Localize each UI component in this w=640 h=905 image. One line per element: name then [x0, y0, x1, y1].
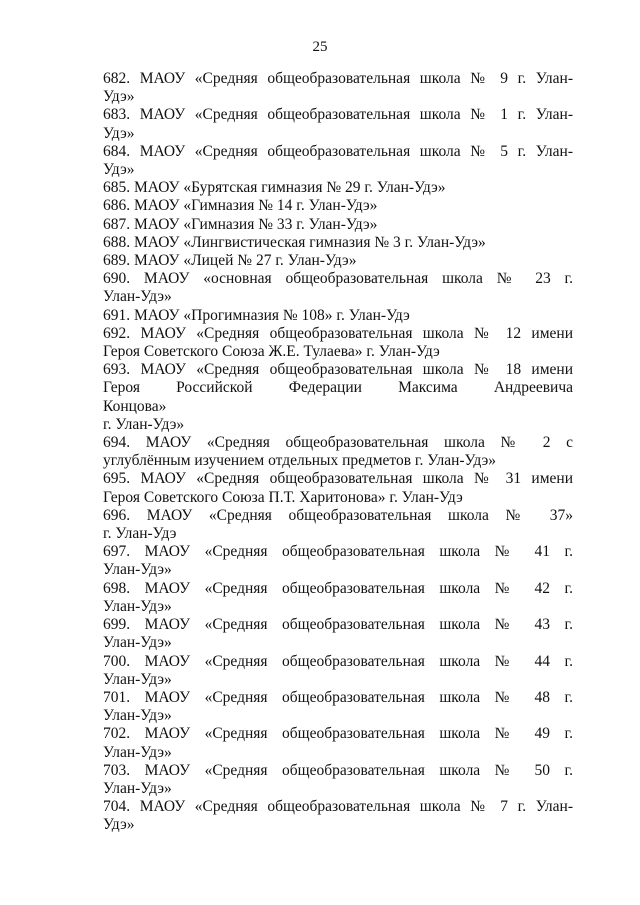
- list-item-line: углублённым изучением отдельных предметов г. Улан-Удэ»: [103, 452, 497, 470]
- list-item-line: Концова»: [103, 397, 167, 415]
- list-item: [103, 507, 573, 543]
- list-item: [103, 270, 573, 306]
- list-item: [103, 179, 573, 197]
- list-item-line: 683. МАОУ «Средняя общеобразовательная школа № 1 г. Улан-: [103, 106, 573, 124]
- list-item-line: 686. МАОУ «Гимназия № 14 г. Улан-Удэ»: [103, 197, 378, 215]
- list-item: [103, 307, 573, 325]
- list-item: [103, 543, 573, 579]
- list-item-line: Улан-Удэ»: [103, 743, 172, 761]
- list-item: [103, 234, 573, 252]
- list-item-line: Улан-Удэ»: [103, 707, 172, 725]
- list-item-line: 694. МАОУ «Средняя общеобразовательная школа № 2 с: [103, 434, 573, 452]
- list-item: [103, 580, 573, 616]
- list-item: [103, 106, 573, 142]
- list-item: [103, 689, 573, 725]
- list-item-line: Героя Российской Федерации Максима Андреевича: [103, 379, 573, 397]
- list-item: [103, 762, 573, 798]
- list-item-line: 685. МАОУ «Бурятская гимназия № 29 г. Улан-Удэ»: [103, 179, 446, 197]
- list-item: [103, 252, 573, 270]
- list-item: [103, 143, 573, 179]
- list-item-line: Улан-Удэ»: [103, 597, 172, 615]
- list-item-line: 697. МАОУ «Средняя общеобразовательная школа № 41 г.: [103, 543, 573, 561]
- list-item-line: 687. МАОУ «Гимназия № 33 г. Улан-Удэ»: [103, 215, 378, 233]
- list-item: [103, 325, 573, 361]
- list-item-line: 703. МАОУ «Средняя общеобразовательная школа № 50 г.: [103, 761, 573, 779]
- list-item-line: Героя Советского Союза Ж.Е. Тулаева» г. Улан-Удэ: [103, 343, 440, 361]
- list-item-line: Улан-Удэ»: [103, 634, 172, 652]
- list-item-line: Удэ»: [103, 124, 135, 142]
- list-item-line: 698. МАОУ «Средняя общеобразовательная школа № 42 г.: [103, 579, 573, 597]
- list-item: [103, 653, 573, 689]
- list-item: [103, 725, 573, 761]
- list-item-line: 682. МАОУ «Средняя общеобразовательная школа № 9 г. Улан-: [103, 70, 573, 87]
- school-list: [103, 70, 573, 835]
- list-item-line: 692. МАОУ «Средняя общеобразовательная школа № 12 имени: [103, 324, 573, 342]
- list-item: [103, 197, 573, 215]
- list-item-line: Улан-Удэ»: [103, 779, 172, 797]
- list-item-line: 691. МАОУ «Прогимназия № 108» г. Улан-Удэ: [103, 306, 410, 324]
- list-item-line: г. Улан-Удэ»: [103, 415, 185, 433]
- list-item-line: Удэ»: [103, 816, 135, 834]
- list-item-line: Улан-Удэ»: [103, 561, 172, 579]
- list-item-line: 700. МАОУ «Средняя общеобразовательная школа № 44 г.: [103, 652, 573, 670]
- list-item-line: 690. МАОУ «основная общеобразовательная школа № 23 г.: [103, 270, 573, 288]
- list-item-line: 684. МАОУ «Средняя общеобразовательная школа № 5 г. Улан-: [103, 142, 573, 160]
- list-item-line: 699. МАОУ «Средняя общеобразовательная школа № 43 г.: [103, 616, 573, 634]
- page-number: 25: [312, 39, 328, 55]
- list-item-line: 689. МАОУ «Лицей № 27 г. Улан-Удэ»: [103, 252, 357, 270]
- list-item-line: Удэ»: [103, 88, 135, 106]
- list-item-line: 702. МАОУ «Средняя общеобразовательная школа № 49 г.: [103, 725, 573, 743]
- list-item-line: г. Улан-Удэ: [103, 525, 177, 543]
- list-item: [103, 470, 573, 506]
- list-item: [103, 798, 573, 834]
- list-item: [103, 70, 573, 106]
- list-item-line: Удэ»: [103, 161, 135, 179]
- list-item-line: Героя Советского Союза П.Т. Харитонова» г. Улан-Удэ: [103, 488, 463, 506]
- list-item-line: 688. МАОУ «Лингвистическая гимназия № 3 г. Улан-Удэ»: [103, 233, 486, 251]
- list-item-line: Улан-Удэ»: [103, 670, 172, 688]
- list-item-line: 695. МАОУ «Средняя общеобразовательная школа № 31 имени: [103, 470, 573, 488]
- list-item-line: 693. МАОУ «Средняя общеобразовательная школа № 18 имени: [103, 361, 573, 379]
- list-item: [103, 216, 573, 234]
- list-item-line: Улан-Удэ»: [103, 288, 172, 306]
- list-item-line: 704. МАОУ «Средняя общеобразовательная школа № 7 г. Улан-: [103, 798, 573, 816]
- list-item-line: 696. МАОУ «Средняя общеобразовательная школа № 37»: [103, 506, 573, 524]
- list-item: [103, 361, 573, 434]
- list-item-line: 701. МАОУ «Средняя общеобразовательная школа № 48 г.: [103, 688, 573, 706]
- list-item: [103, 616, 573, 652]
- list-item: [103, 434, 573, 470]
